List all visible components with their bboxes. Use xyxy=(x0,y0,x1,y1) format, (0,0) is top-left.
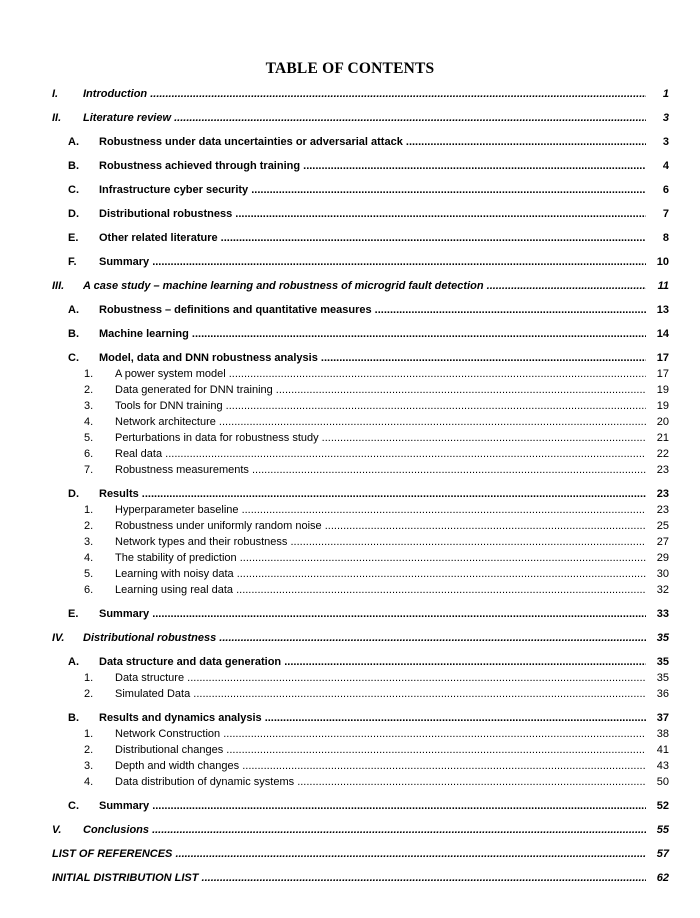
toc-entry-label: Summary ..... xyxy=(99,606,646,622)
toc-entry[interactable] xyxy=(0,518,700,534)
toc-entry-page-number: 14 xyxy=(646,326,669,342)
toc-entry-number: B. xyxy=(68,712,79,724)
toc-entry[interactable] xyxy=(0,606,700,622)
toc-entry-page-number: 20 xyxy=(646,414,669,430)
toc-entry-label: Data structure ..... xyxy=(115,670,646,686)
toc-entry-number: III. xyxy=(52,280,65,292)
toc-entry-label: Hyperparameter baseline ..... xyxy=(115,502,646,518)
toc-entry-page-number: 35 xyxy=(646,654,669,670)
toc-entry-label: LIST OF REFERENCES ..... xyxy=(52,846,646,862)
toc-entry-label: Tools for DNN training ..... xyxy=(115,398,646,414)
toc-entry-label: Summary ..... xyxy=(99,798,646,814)
toc-entry[interactable] xyxy=(0,798,700,814)
toc-entry-label: Robustness under uniformly random noise ..... xyxy=(115,518,646,534)
toc-entry[interactable] xyxy=(0,822,700,838)
toc-entry-label: Learning using real data ..... xyxy=(115,582,646,598)
toc-entry-page-number: 25 xyxy=(646,518,669,534)
toc-entry-label: Introduction ..... xyxy=(83,86,646,102)
toc-entry-number: 1. xyxy=(84,672,94,684)
toc-entry-label: INITIAL DISTRIBUTION LIST ..... xyxy=(52,870,646,886)
toc-entry-page-number: 10 xyxy=(646,254,669,270)
toc-entry-number: C. xyxy=(68,800,79,812)
toc-entry-label: Robustness – definitions and quantitative measures ..... xyxy=(99,302,646,318)
toc-entry-label: Distributional robustness ..... xyxy=(99,206,646,222)
toc-entry-label: Data distribution of dynamic systems ..... xyxy=(115,774,646,790)
toc-entry-page-number: 23 xyxy=(646,462,669,478)
toc-entry[interactable] xyxy=(0,686,700,702)
toc-entry-page-number: 1 xyxy=(646,86,669,102)
toc-entry-page-number: 3 xyxy=(646,134,669,150)
toc-entry[interactable] xyxy=(0,134,700,150)
toc-entry-page-number: 19 xyxy=(646,398,669,414)
toc-entry-number: D. xyxy=(68,208,79,220)
toc-entry-page-number: 3 xyxy=(646,110,669,126)
toc-entry-label: Simulated Data ..... xyxy=(115,686,646,702)
toc-entry-label: The stability of prediction ..... xyxy=(115,550,646,566)
toc-entry[interactable] xyxy=(0,774,700,790)
toc-entry[interactable] xyxy=(0,430,700,446)
toc-entry[interactable] xyxy=(0,302,700,318)
toc-entry-number: 1. xyxy=(84,728,94,740)
toc-entry-page-number: 37 xyxy=(646,710,669,726)
toc-entry-label: Network Construction ..... xyxy=(115,726,646,742)
toc-entry-number: 7. xyxy=(84,464,94,476)
toc-entry-number: IV. xyxy=(52,632,65,644)
toc-entry-label: Robustness measurements ..... xyxy=(115,462,646,478)
toc-entry-number: 4. xyxy=(84,552,94,564)
toc-entry-number: 6. xyxy=(84,584,94,596)
toc-entry[interactable] xyxy=(0,758,700,774)
toc-entry-number: 2. xyxy=(84,520,94,532)
toc-entry-label: Results ..... xyxy=(99,486,646,502)
toc-entry-number: 3. xyxy=(84,536,94,548)
toc-entry-label: Network types and their robustness ..... xyxy=(115,534,646,550)
toc-entry-label: Summary ..... xyxy=(99,254,646,270)
toc-entry-label: Infrastructure cyber security ..... xyxy=(99,182,646,198)
toc-entry-page-number: 57 xyxy=(646,846,669,862)
toc-entry[interactable] xyxy=(0,486,700,502)
toc-entry[interactable] xyxy=(0,654,700,670)
toc-entry[interactable] xyxy=(0,414,700,430)
toc-entry-number: E. xyxy=(68,232,79,244)
toc-entry-number: A. xyxy=(68,304,79,316)
toc-entry-page-number: 35 xyxy=(646,630,669,646)
toc-entry-page-number: 8 xyxy=(646,230,669,246)
toc-entry-page-number: 17 xyxy=(646,366,669,382)
toc-entry-label: Robustness under data uncertainties or adversarial attack ..... xyxy=(99,134,646,150)
toc-entry[interactable] xyxy=(0,534,700,550)
toc-entry-number: 1. xyxy=(84,504,94,516)
toc-entry-page-number: 52 xyxy=(646,798,669,814)
toc-entry-page-number: 50 xyxy=(646,774,669,790)
toc-entry-page-number: 17 xyxy=(646,350,669,366)
toc-entry-page-number: 11 xyxy=(646,278,669,294)
toc-entry[interactable] xyxy=(0,710,700,726)
toc-entry-page-number: 19 xyxy=(646,382,669,398)
toc-entry-page-number: 22 xyxy=(646,446,669,462)
toc-entry-number: A. xyxy=(68,136,79,148)
toc-entry[interactable] xyxy=(0,350,700,366)
toc-entry-number: 2. xyxy=(84,384,94,396)
toc-entry[interactable] xyxy=(0,110,700,126)
toc-entry[interactable] xyxy=(0,742,700,758)
toc-entry-number: 3. xyxy=(84,400,94,412)
toc-entry-page-number: 7 xyxy=(646,206,669,222)
toc-entry[interactable] xyxy=(0,366,700,382)
toc-entry-label: Conclusions ..... xyxy=(83,822,646,838)
toc-entry-label: Model, data and DNN robustness analysis ..... xyxy=(99,350,646,366)
toc-entry-number: 5. xyxy=(84,432,94,444)
toc-entry[interactable] xyxy=(0,254,700,270)
toc-entry-page-number: 35 xyxy=(646,670,669,686)
toc-entry[interactable] xyxy=(0,502,700,518)
toc-entry[interactable] xyxy=(0,206,700,222)
toc-entry-number: B. xyxy=(68,160,79,172)
toc-entry-label: Learning with noisy data ..... xyxy=(115,566,646,582)
toc-entry-number: C. xyxy=(68,352,79,364)
toc-entry-label: Machine learning ..... xyxy=(99,326,646,342)
toc-entry[interactable] xyxy=(0,870,700,886)
toc-entry-label: A case study – machine learning and robustness of microgrid fault detection ..... xyxy=(83,278,646,294)
toc-entry[interactable] xyxy=(0,382,700,398)
toc-entry[interactable] xyxy=(0,230,700,246)
toc-entry[interactable] xyxy=(0,550,700,566)
toc-entry-page-number: 6 xyxy=(646,182,669,198)
toc-entry-label: Data structure and data generation ..... xyxy=(99,654,646,670)
toc-entry-number: V. xyxy=(52,824,62,836)
toc-entry[interactable] xyxy=(0,86,700,102)
toc-entry-label: Real data ..... xyxy=(115,446,646,462)
toc-entry-label: Distributional changes ..... xyxy=(115,742,646,758)
toc-entry-number: 5. xyxy=(84,568,94,580)
toc-entry[interactable] xyxy=(0,670,700,686)
toc-entry[interactable] xyxy=(0,326,700,342)
toc-entry-label: Other related literature ..... xyxy=(99,230,646,246)
toc-entry[interactable] xyxy=(0,398,700,414)
toc-entry-number: B. xyxy=(68,328,79,340)
toc-entry-page-number: 38 xyxy=(646,726,669,742)
toc-entry-page-number: 29 xyxy=(646,550,669,566)
toc-entry-page-number: 32 xyxy=(646,582,669,598)
toc-entry-page-number: 27 xyxy=(646,534,669,550)
toc-entry-page-number: 23 xyxy=(646,486,669,502)
toc-entry[interactable] xyxy=(0,566,700,582)
toc-entry-number: A. xyxy=(68,656,79,668)
toc-entry[interactable] xyxy=(0,278,700,294)
toc-entry-number: E. xyxy=(68,608,79,620)
toc-entry-label: Network architecture ..... xyxy=(115,414,646,430)
toc-entry-number: 3. xyxy=(84,760,94,772)
toc-entry[interactable] xyxy=(0,582,700,598)
toc-entry[interactable] xyxy=(0,446,700,462)
toc-entry-page-number: 4 xyxy=(646,158,669,174)
toc-entry-page-number: 43 xyxy=(646,758,669,774)
toc-entry[interactable] xyxy=(0,182,700,198)
toc-entry[interactable] xyxy=(0,630,700,646)
toc-entry-label: Data generated for DNN training ..... xyxy=(115,382,646,398)
toc-entry-page-number: 21 xyxy=(646,430,669,446)
toc-entry-page-number: 33 xyxy=(646,606,669,622)
toc-entry-label: A power system model ..... xyxy=(115,366,646,382)
toc-entry-label: Results and dynamics analysis ..... xyxy=(99,710,646,726)
toc-entry[interactable] xyxy=(0,846,700,862)
toc-entry-label: Literature review ..... xyxy=(83,110,646,126)
toc-entry-page-number: 36 xyxy=(646,686,669,702)
page-title: TABLE OF CONTENTS xyxy=(265,60,435,77)
toc-entry-label: Depth and width changes ..... xyxy=(115,758,646,774)
toc-entry-number: 6. xyxy=(84,448,94,460)
toc-entry-page-number: 13 xyxy=(646,302,669,318)
toc-entry-number: 4. xyxy=(84,416,94,428)
toc-entry-number: 2. xyxy=(84,688,94,700)
toc-entry-label: Robustness achieved through training ..... xyxy=(99,158,646,174)
toc-entry-page-number: 55 xyxy=(646,822,669,838)
toc-entry-number: 2. xyxy=(84,744,94,756)
toc-entry-page-number: 30 xyxy=(646,566,669,582)
toc-entry-number: 4. xyxy=(84,776,94,788)
toc-entry-label: Perturbations in data for robustness study ..... xyxy=(115,430,646,446)
toc-entry-number: I. xyxy=(52,88,59,100)
toc-entry-number: C. xyxy=(68,184,79,196)
toc-entry-page-number: 62 xyxy=(646,870,669,886)
toc-entry-page-number: 41 xyxy=(646,742,669,758)
toc-entry-number: D. xyxy=(68,488,79,500)
toc-entry[interactable] xyxy=(0,462,700,478)
toc-entry[interactable] xyxy=(0,158,700,174)
toc-entry-label: Distributional robustness ..... xyxy=(83,630,646,646)
toc-entry-page-number: 23 xyxy=(646,502,669,518)
toc-entry-number: II. xyxy=(52,112,62,124)
toc-entry[interactable] xyxy=(0,726,700,742)
toc-entry-number: F. xyxy=(68,256,77,268)
toc-entry-number: 1. xyxy=(84,368,94,380)
